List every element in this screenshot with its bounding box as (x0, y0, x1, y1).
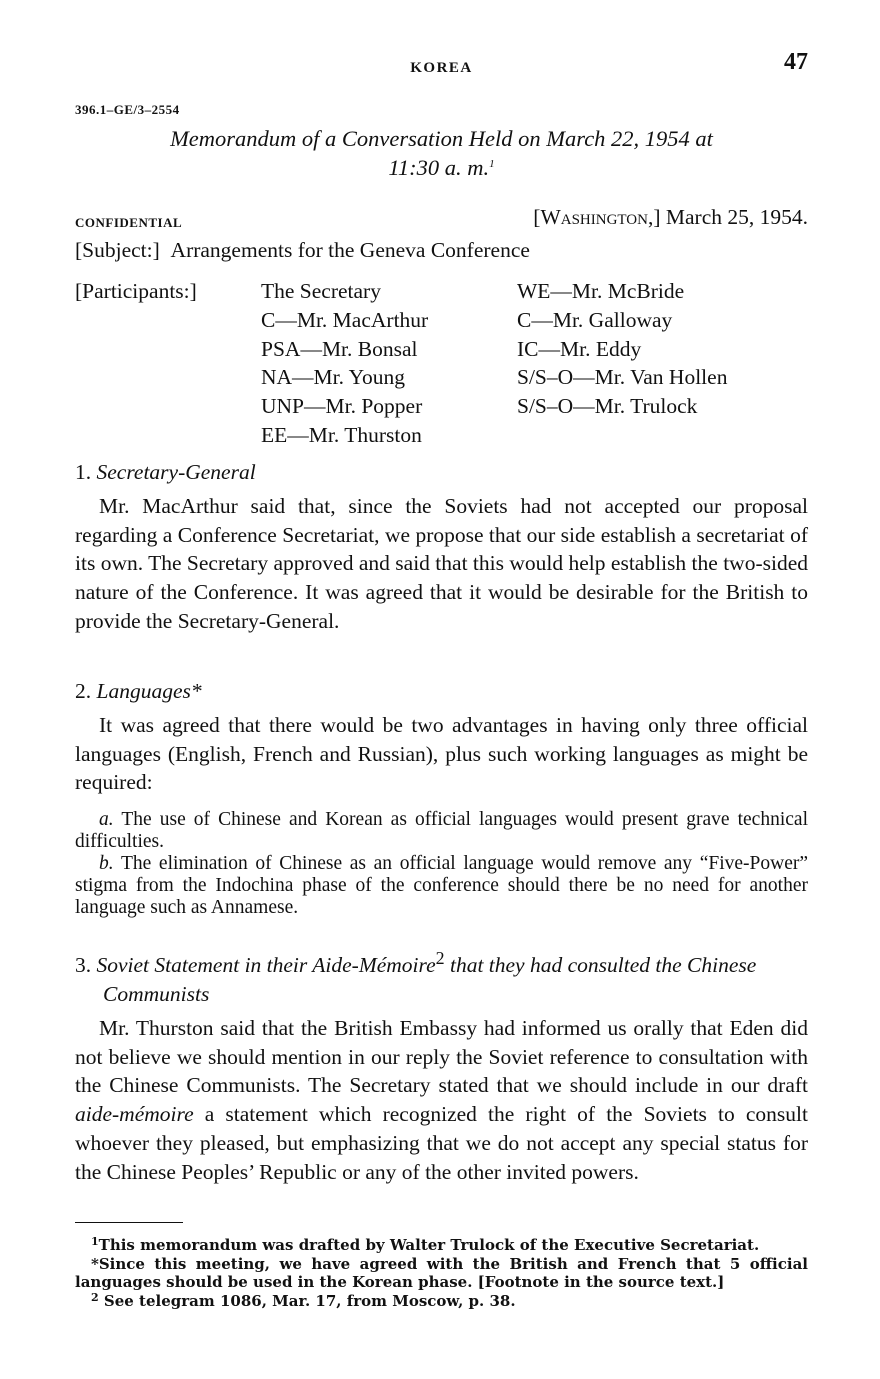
footnote-ref: 1 (489, 158, 495, 170)
section-heading: 1. Secretary-General (75, 460, 256, 484)
subject-text: Arrangements for the Geneva Conference (170, 238, 530, 262)
subject-label: [Subject:] (75, 238, 160, 262)
participants-column-2 (517, 277, 727, 421)
subject-line (75, 236, 530, 265)
section-2 (75, 677, 808, 919)
participant: NA—Mr. Young (261, 365, 405, 390)
list-item-a: a. The use of Chinese and Korean as official languages would present grave technical difficulties. (75, 809, 808, 853)
participant: S/S–O—Mr. Van Hollen (517, 365, 728, 390)
participant: The Secretary (261, 279, 381, 303)
place: [Washington,] (533, 205, 661, 229)
footnote-divider (75, 1222, 183, 1223)
section-heading: 2. Languages* (75, 679, 202, 703)
participant: C—Mr. MacArthur (261, 307, 429, 332)
place-date (533, 203, 808, 232)
participant: C—Mr. Galloway (517, 307, 673, 332)
section-heading: 3. Soviet Statement in their Aide-Mémoire$^2$ that they had consulted the Chinese Communists (75, 948, 757, 1006)
section-3 (75, 944, 808, 1187)
footnote-star: *Since this meeting, we have agreed with the British and French that 5 official languages should be used in the Korean phase. [Footnote in the source text.] (75, 1254, 808, 1291)
section-paragraph: Mr. MacArthur said that, since the Soviets had not accepted our proposal regarding a Conference Secretariat, we propose that our side establish a secretariat of its own. The Secretary approved and said that this would help establish the two-sided nature of the Conference. It was agreed that it would be desirable for the British to provide the Secretary-General. (75, 493, 808, 633)
participant: EE—Mr. Thurston (261, 422, 422, 447)
document-title (75, 124, 808, 182)
participant: WE—Mr. McBride (517, 279, 685, 303)
page-number: 47 (784, 49, 808, 75)
running-title: KOREA (410, 60, 473, 76)
classification: CONFIDENTIAL (75, 215, 183, 230)
list-item-b: b. The elimination of Chinese as an official language would remove any “Five-Power” stigma from the Indochina phase of the conference should there be no need for another language such as Annamese. (75, 853, 808, 919)
footnote-2: $^2$ See telegram 1086, Mar. 17, from Moscow, p. 38. (91, 1290, 516, 1310)
running-header (75, 48, 808, 78)
participant: PSA—Mr. Bonsal (261, 336, 418, 361)
file-number: 396.1–GE/3–2554 (75, 102, 180, 117)
footnote-ref: 2 (435, 948, 445, 968)
footnotes (75, 1236, 808, 1310)
date: March 25, 1954. (665, 205, 808, 229)
section-paragraph: It was agreed that there would be two advantages in having only three official languages (English, French and Russian), plus such working languages as might be required: (75, 712, 808, 795)
section-paragraph: Mr. Thurston said that the British Embassy had informed us orally that Eden did not believe we should mention in our reply the Soviet reference to consultation with the Chinese Communists. The Secretary stated that we should include in our draft aide-mémoire a statement which recognized the right of the Soviets to consult whoever they pleased, but emphasizing that we do not accept any special status for the Chinese Peoples’ Republic or any of the other invited powers. (75, 1015, 808, 1184)
participants-column-1 (261, 277, 428, 450)
section-1 (75, 458, 808, 636)
footnote-1: $^1$This memorandum was drafted by Walter Trulock of the Executive Secretariat. (91, 1235, 760, 1254)
title-line-1: Memorandum of a Conversation Held on March 22, 1954 at (170, 126, 713, 151)
participant: UNP—Mr. Popper (261, 394, 423, 419)
participants-label: [Participants:] (75, 279, 197, 303)
title-line-2: 11:30 a. m.$^1$ (388, 155, 495, 180)
participant: IC—Mr. Eddy (517, 336, 642, 361)
participant: S/S–O—Mr. Trulock (517, 394, 698, 419)
